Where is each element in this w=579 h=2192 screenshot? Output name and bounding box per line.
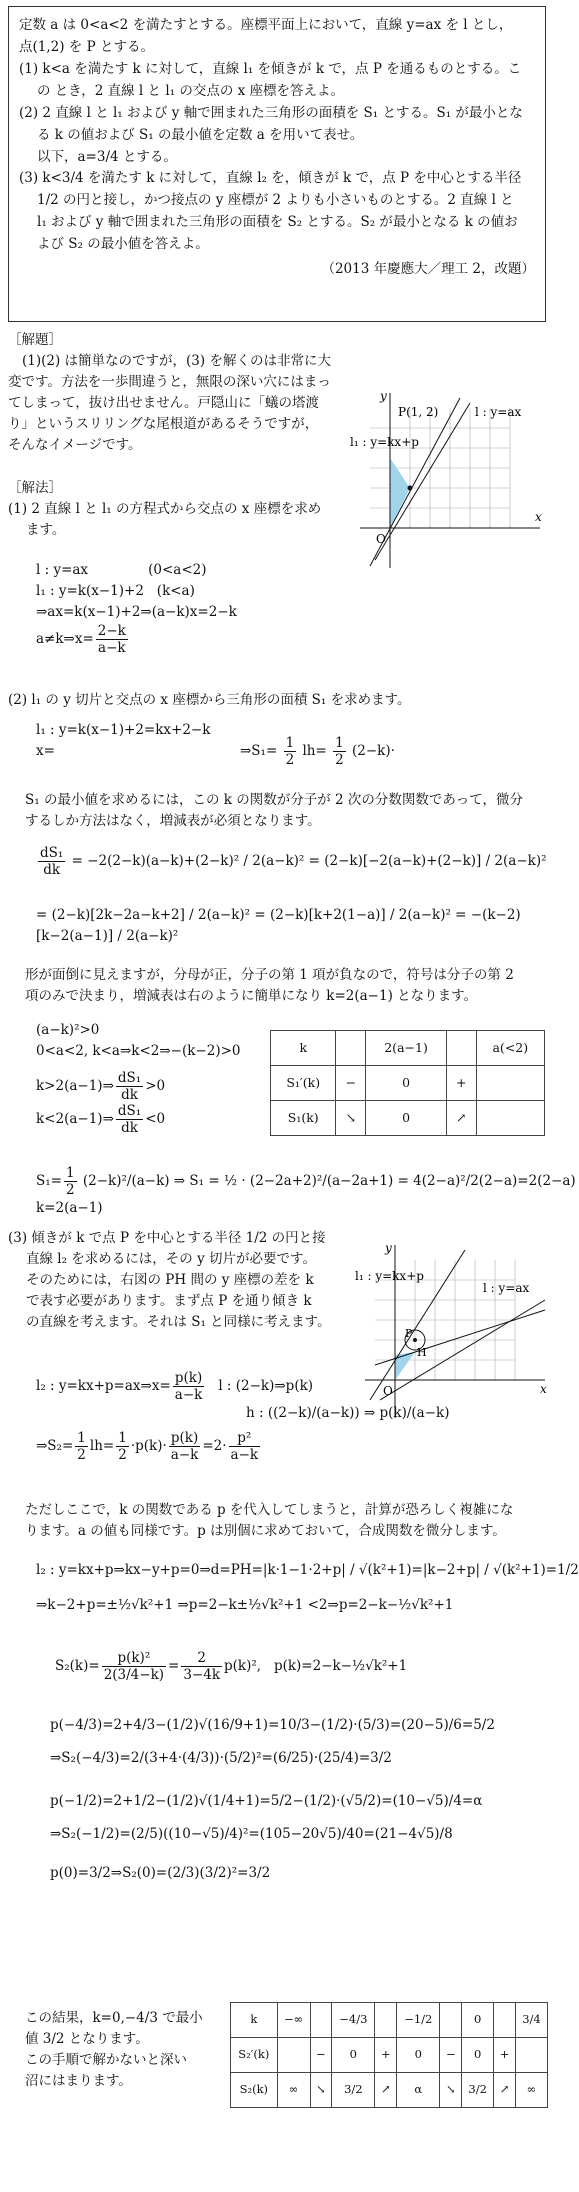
table-cell: −∞ [277,2003,310,2038]
eq-x [36,623,237,656]
eq-l1-intercept: l₁ : y=k(x−1)+2=kx+2−k [36,722,211,738]
eq-s1-rhs: (2−k)· [352,743,395,760]
table-cell: 3/2 [332,2073,375,2108]
solution-2-p4: 項のみで決まり，増減表は右のように簡単になり k=2(a−1) となります。 [25,987,478,1004]
solution-1-b: ます。 [26,521,66,538]
commentary-line-4: り」というスリリングな尾根道があるそうですが， [8,415,319,432]
point-p [408,486,413,491]
problem-q2-b: る k の値および S₁ の最小値を定数 a を用いて表せ。 [37,126,364,143]
eq-s2k: S₂(k)= $\frac{\text{p(k)²}}{2(3/4-k)}$ = $\frac{2}{3-4k}$ p(k)², p(k)=2−k−½√k²+1 [55,1650,408,1684]
cond-3-den: dk [121,1087,138,1104]
eq-distance-half: 1/2 [557,1562,579,1578]
triangle-s1 [390,458,410,528]
eq-distance-eq2: = [545,1562,558,1578]
conclusion-2: 値 3/2 となります。 [25,2030,149,2047]
commentary-line-2: 変です。方法を一歩間違うと，無限の深い穴にはまっ [8,373,331,390]
solution-2-para-2 [25,965,550,1007]
table-cell: k [231,2003,278,2038]
eq-l2-rhs: l : (2−k)⇒p(k) [218,1378,314,1395]
eq-s1-lhs: ⇒S₁= [240,743,278,760]
eq-x2: x= [36,742,55,759]
commentary-line-5: そんなイメージです。 [8,436,142,453]
solution-3-c: そのためには，右図の PH 間の y 座標の差を k [26,1271,314,1288]
table-cell: 0 [397,2038,440,2073]
table-2-row-func [231,2073,548,2108]
table-cell: 3/4 [515,2003,547,2038]
table-cell: ↘ [440,2073,462,2108]
problem-q2-a: (2) 2 直線 l と l₁ および y 軸で囲まれた三角形の面積を S₁ とする。S₁ が最小とな [19,104,523,121]
cond-2: 0<a<2, k<a⇒k<2⇒−(k−2)>0 [36,1042,241,1059]
eq-p-d: √k²+1 [411,1596,454,1613]
min-s1-rhs: =2(2−a) [517,1173,576,1190]
fig1-l1-label: l₁ : y=kx+p [350,435,419,449]
problem-q3-b: 1/2 の円と接し，かつ接点の y 座標が 2 よりも小さいものとする。2 直線 l と [37,192,514,209]
table-cell: −4/3 [332,2003,375,2038]
solution-2-minimum [36,1165,576,1219]
table-cell: + [375,2038,397,2073]
fig1-l-label: l : y=ax [475,405,522,419]
eq-distance-eq1: = [411,1562,423,1578]
eq-distance: l₂ : y=kx+p⇒kx−y+p=0⇒d=PH=|k·1−1·2+p| / √(k²+1)=|k−2+p| / √(k²+1)=1/2 [36,1562,579,1578]
table-cell: − [440,2038,462,2073]
problem-box [8,6,546,322]
fig1-x-label: x [535,510,542,524]
fig2-l-label: l : y=ax [483,1281,530,1295]
eq-s2k-d: √k²+1 [365,1658,408,1675]
solution-3-d: で表す必要があります。まず点 P を通り傾き k [26,1292,312,1309]
table-cell: 0 [332,2038,375,2073]
eq-h: h : ((2−k)/(a−k)) ⇒ p(k)/(a−k) [246,1405,450,1422]
commentary-heading: ［解題］ [8,332,62,348]
table-cell: −1/2 [397,2003,440,2038]
solution-2-p3: 形が面倒に見えますが，分母が正，分子の第 1 項が負なので，符号は分子の第 2 [25,967,514,983]
eq-derivative: $\frac{\text{dS₁}}{dk}$ = −2(2−k)(a−k)+(2−k)² / 2(a−k)² = (2−k)[−2(a−k)+(2−k)] / 2(a−k)² [40,845,547,879]
table-1-row-func [271,1101,545,1136]
conclusion-3: この手順で解かないと深い [25,2051,187,2068]
eq-l2-lhs: l₂ : y=kx+p=ax⇒x= [36,1378,171,1395]
cond-4-rhs: <0 [145,1111,166,1128]
eq-s2-lhs: ⇒S₂= [36,1438,74,1455]
cond-4-den: dk [121,1120,138,1137]
table-1-row-k [271,1031,545,1066]
fig1-o-label: O [376,532,386,546]
value-4: ⇒S₂(−1/2)=(2/5)((10−√5)/4)²=(105−20√5)/40=(21−4√5)/8 [50,1825,453,1842]
conclusion [25,2008,225,2092]
value-2: ⇒S₂(−4/3)=2/(3+4·(4/3))·(5/2)²=(6/25)·(25/4)=3/2 [50,1749,392,1766]
table-cell: S₁′(k) [271,1066,336,1101]
eq-s2k-a: S₂(k)= [55,1658,100,1675]
conclusion-1: この結果，k=0,−4/3 で最小 [25,2010,203,2026]
problem-assume: 以下，a=3/4 とする。 [37,148,177,165]
table-cell: 0 [366,1066,447,1101]
solution-3-distance [36,1560,579,1616]
fig2-l1-label: l₁ : y=kx+p [355,1269,424,1283]
solution-3-e: の直線を考えます。それは S₁ と同様に考えます。 [26,1313,331,1330]
problem-q3-a: (3) k<3/4 を満たす k に対して，直線 l₂ を，傾きが k で，点 P を中心とする半径 [19,170,522,187]
solution-2-conditions [36,1020,241,1137]
cond-4-lhs: k<2(a−1)⇒ [36,1111,114,1128]
conclusion-4: 沼にはまります。 [25,2072,132,2089]
table-cell: k [271,1031,336,1066]
table-cell: ∞ [277,2073,310,2108]
cond-3-rhs: >0 [145,1078,166,1095]
commentary [8,330,348,456]
table-cell: ↘ [336,1101,366,1136]
table-cell: ↘ [310,2073,332,2108]
solution-1-equations [36,560,237,656]
table-cell: α [397,2073,440,2108]
cond-4-num: dS₁ [117,1103,142,1120]
solution-3-eq1 [36,1370,449,1464]
table-cell: − [310,2038,332,2073]
eq-s2: ⇒S₂= $\frac{1}{2}$ lh= $\frac{1}{2}$ ·p(k)· $\frac{p(k)}{a-k}$ =2· $\frac{\text{p²}}{a-k}$ [36,1430,259,1464]
table-cell: + [446,1066,476,1101]
cond-4 [36,1103,241,1136]
table-cell: S₁(k) [271,1101,336,1136]
min-k: k=2(a−1) [36,1200,103,1217]
problem-source: （2013 年慶應大／理工 2，改題） [321,261,535,278]
min-s1-lhs: S₁= [36,1173,62,1190]
table-cell: 0 [366,1101,447,1136]
eq-x-num: 2−k [97,622,126,639]
value-3: p(−1/2)=2+1/2−(1/2)√(1/4+1)=5/2−(1/2)·(√5/2)=(10−√5)/4=α [50,1792,483,1809]
value-1: p(−4/3)=2+4/3−(1/2)√(16/9+1)=10/3−(1/2)·(5/3)=(20−5)/6=5/2 [50,1717,495,1733]
solution-part-3 [8,1228,358,1333]
table-cell: 2(a−1) [366,1031,447,1066]
eq-distance-lhs: l₂ : y=kx+p⇒kx−y+p=0⇒d=PH= [36,1562,263,1578]
solution-1-a: (1) 2 直線 l と l₁ の方程式から交点の x 座標を求め [8,500,322,517]
fig2-x-label: x [540,1382,547,1396]
figure-1-graph [350,388,550,573]
fig1-p-label: P(1, 2) [398,405,439,419]
eq-derivative-2: = (2−k)[2k−2a−k+2] / 2(a−k)² = (2−k)[k+2(1−a)] / 2(a−k)² = −(k−2)[k−2(a−1)] / 2(a−k)² [36,907,521,944]
table-cell: − [336,1066,366,1101]
eq-solve: ⇒ax=k(x−1)+2⇒(a−k)x=2−k [36,603,237,620]
commentary-line-1: (1)(2) は簡単なのですが，(3) を解くのは非常に大 [22,352,331,369]
table-2-row-k [231,2003,548,2038]
fig2-h-label: H [417,1346,427,1359]
eq-p-c: √k²+1 <2⇒p=2−k− [261,1596,399,1613]
table-1-variation [270,1030,545,1136]
solution-2-equations [36,720,210,762]
commentary-line-3: てしまって，抜け出せません。戸隠山に「蟻の塔渡 [8,394,320,411]
solution-3-values [50,1715,550,1884]
problem-q1-a: (1) k<a を満たす k に対して，直線 l₁ を傾きが k で，点 P を通るものとする。こ [19,60,522,77]
table-2-row-deriv [231,2038,548,2073]
cond-3 [36,1070,241,1103]
value-5: p(0)=3/2⇒S₂(0)=(2/3)(3/2)²=3/2 [50,1864,271,1881]
fig2-y-label: y [385,1241,392,1255]
table-cell: 3/2 [462,2073,494,2108]
problem-q3-c: l₁ および y 軸で囲まれた三角形の面積を S₂ とする。S₂ が最小となる k の値お [37,214,518,231]
solution-heading: ［解法］ [8,480,62,496]
cond-1: (a−k)²>0 [36,1022,100,1038]
table-cell: S₂(k) [231,2073,278,2108]
eq-l2: l₂ : y=kx+p=ax⇒x= $\frac{p(k)}{a-k}$ l : (2−k)⇒p(k) [36,1370,314,1404]
solution-3-para [25,1500,550,1542]
problem-intro-1: 定数 a は 0<a<2 を満たすとする。座標平面上において，直線 y=ax を l とし， [19,17,513,33]
fig2-p-label: P [405,1327,413,1340]
table-cell: ∞ [515,2073,547,2108]
solution-part-2 [8,690,548,711]
problem-q3-d: よび S₂ の最小値を答えよ。 [37,236,209,253]
table-cell: S₂′(k) [231,2038,278,2073]
solution-part-1 [8,478,348,541]
eq-d-den: dk [43,862,61,879]
solution-2-p1: S₁ の最小値を求めるには，この k の関数が分子が 2 次の分数関数であって，微分 [25,792,523,808]
eq-l1: l₁ : y=k(x−1)+2 (k<a) [36,582,195,599]
solution-2-para [25,790,550,832]
eq-p-a: ⇒k−2+p=± [36,1596,118,1613]
eq-h-lhs: h : [246,1405,268,1422]
eq-s1: ⇒S₁= $\frac{1}{2}$ lh= $\frac{1}{2}$ (2−k)· [240,735,395,769]
fig2-o-label: O [383,1384,393,1398]
eq-p-b: √k²+1 ⇒p=2−k± [131,1596,249,1613]
solution-3-s2 [55,1650,407,1683]
table-cell: + [494,2038,516,2073]
table-cell: 0 [462,2038,494,2073]
solution-2-a: (2) l₁ の y 切片と交点の x 座標から三角形の面積 S₁ を求めます。 [8,692,411,708]
eq-p: ⇒k−2+p=±½√k²+1 ⇒p=2−k±½√k²+1 <2⇒p=2−k−½√k²+1 [36,1596,454,1613]
cond-3-num: dS₁ [117,1069,142,1086]
solution-3-p1: ただしここで，k の関数である p を代入してしまうと，計算が恐ろしく複雑にな [25,1502,514,1518]
table-cell: ↗ [446,1101,476,1136]
fig1-y-label: y [380,389,387,403]
solution-3-b: 直線 l₂ を求めるには，その y 切片が必要です。 [26,1250,316,1267]
eq-d-num: dS₁ [40,845,64,861]
eq-x-den: a−k [98,639,126,656]
solution-2-p2: するしか方法はなく，増減表が必須となります。 [25,812,321,829]
problem-intro-2: 点(1,2) を P とする。 [19,38,154,55]
point-p [413,1338,417,1342]
eq-s1-mid: lh= [302,743,327,760]
table-cell: a(<2) [476,1031,544,1066]
line-l2 [375,1310,545,1365]
table-1-row-deriv [271,1066,545,1101]
eq-x-lhs: a≠k⇒x= [36,630,94,647]
eq-l: l : y=ax (0<a<2) [36,562,207,578]
line-l [375,403,470,560]
solution-3-p2: ります。a の値も同様です。p は別個に求めておいて，合成関数を微分します。 [25,1522,506,1539]
problem-q1-b: の とき，2 直線 l と l₁ の交点の x 座標を答えよ。 [37,82,345,99]
eq-s2k-c: p(k)², p(k)=2−k− [224,1658,353,1675]
cond-3-lhs: k>2(a−1)⇒ [36,1078,114,1095]
min-s1: S₁= $\frac{1}{2}$ (2−k)²/(a−k) ⇒ S₁ = ½ · (2−2a+2)²/(a−2a+1) = 4(2−a)²/2(2−a)=2(2−a) [36,1165,576,1199]
table-cell: ↗ [375,2073,397,2108]
eq-s2k-b: = [168,1658,180,1675]
table-cell: 0 [462,2003,494,2038]
table-cell: ↗ [494,2073,516,2108]
table-2-variation [230,2002,548,2108]
solution-3-a: (3) 傾きが k で点 P を中心とする半径 1/2 の円と接 [8,1230,326,1246]
